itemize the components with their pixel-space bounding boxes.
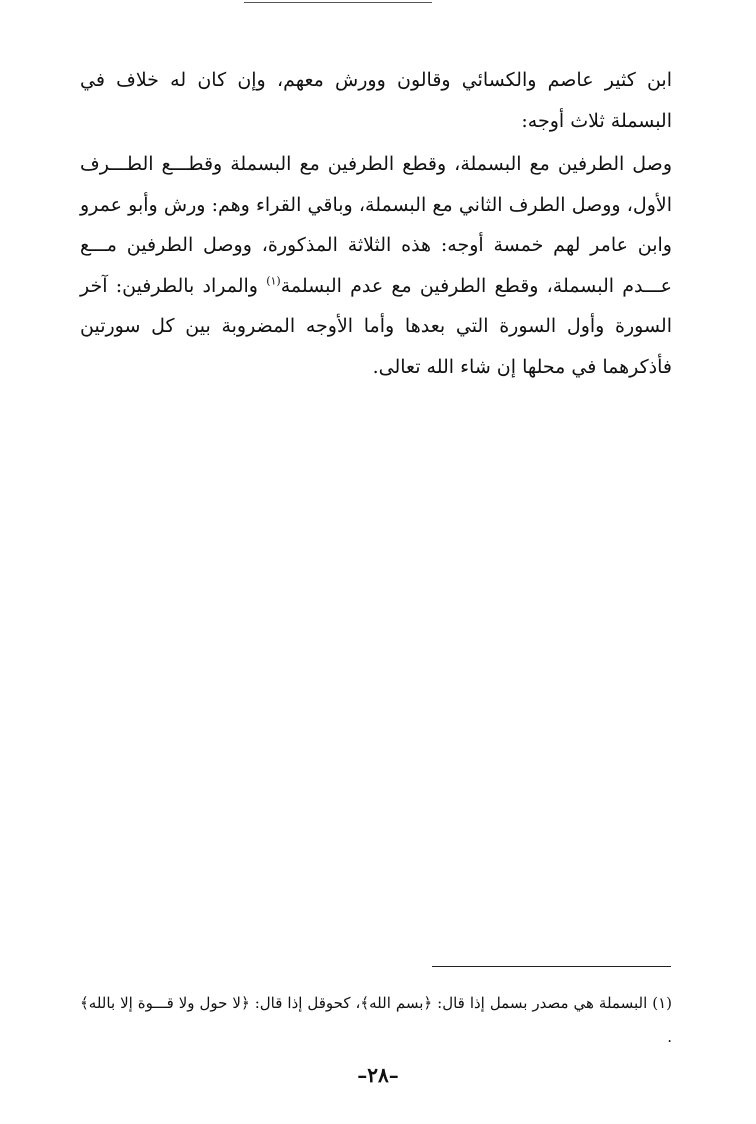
top-rule [244, 2, 432, 3]
paragraph-2 [80, 144, 672, 387]
paragraph-1: ابن كثير عاصم والكسائي وقالون وورش معهم، وإن كان له خلاف في البسملة ثلاث أوجه: [80, 69, 672, 132]
footnote-text: (١) البسملة هي مصدر بسمل إذا قال: ﴿بسم الله﴾، كحوقل إذا قال: ﴿لا حول ولا قـــوة إلا بالله﴾ . [80, 994, 672, 1046]
paragraph-2-continuation: والمراد بالطرفين: آخر السورة وأول السورة التي بعدها وأما الأوجه المضروبة بين كل سورتين فأذكرهما في محلها إن شاء الله تعالى. [80, 274, 672, 378]
page-number: –٢٨– [357, 1063, 399, 1087]
footnote-reference[interactable]: (١) [266, 274, 281, 288]
footnote-rule [432, 966, 671, 967]
main-text [80, 60, 672, 387]
paragraph-2-text: وصل الطرفين مع البسملة، وقطع الطرفين مع البسملة وقطـــع الطـــرف الأول، ووصل الطرف الثاني مع البسملة، وباقي القراء وهم: ورش وأبو عمرو وابن عامر لهم خمسة أوجه: هذه الثلاثة المذكورة، ووصل الطرفين مـــع عـــدم البسملة، وقطع الطرفين مع عدم البسلمة [80, 153, 672, 297]
